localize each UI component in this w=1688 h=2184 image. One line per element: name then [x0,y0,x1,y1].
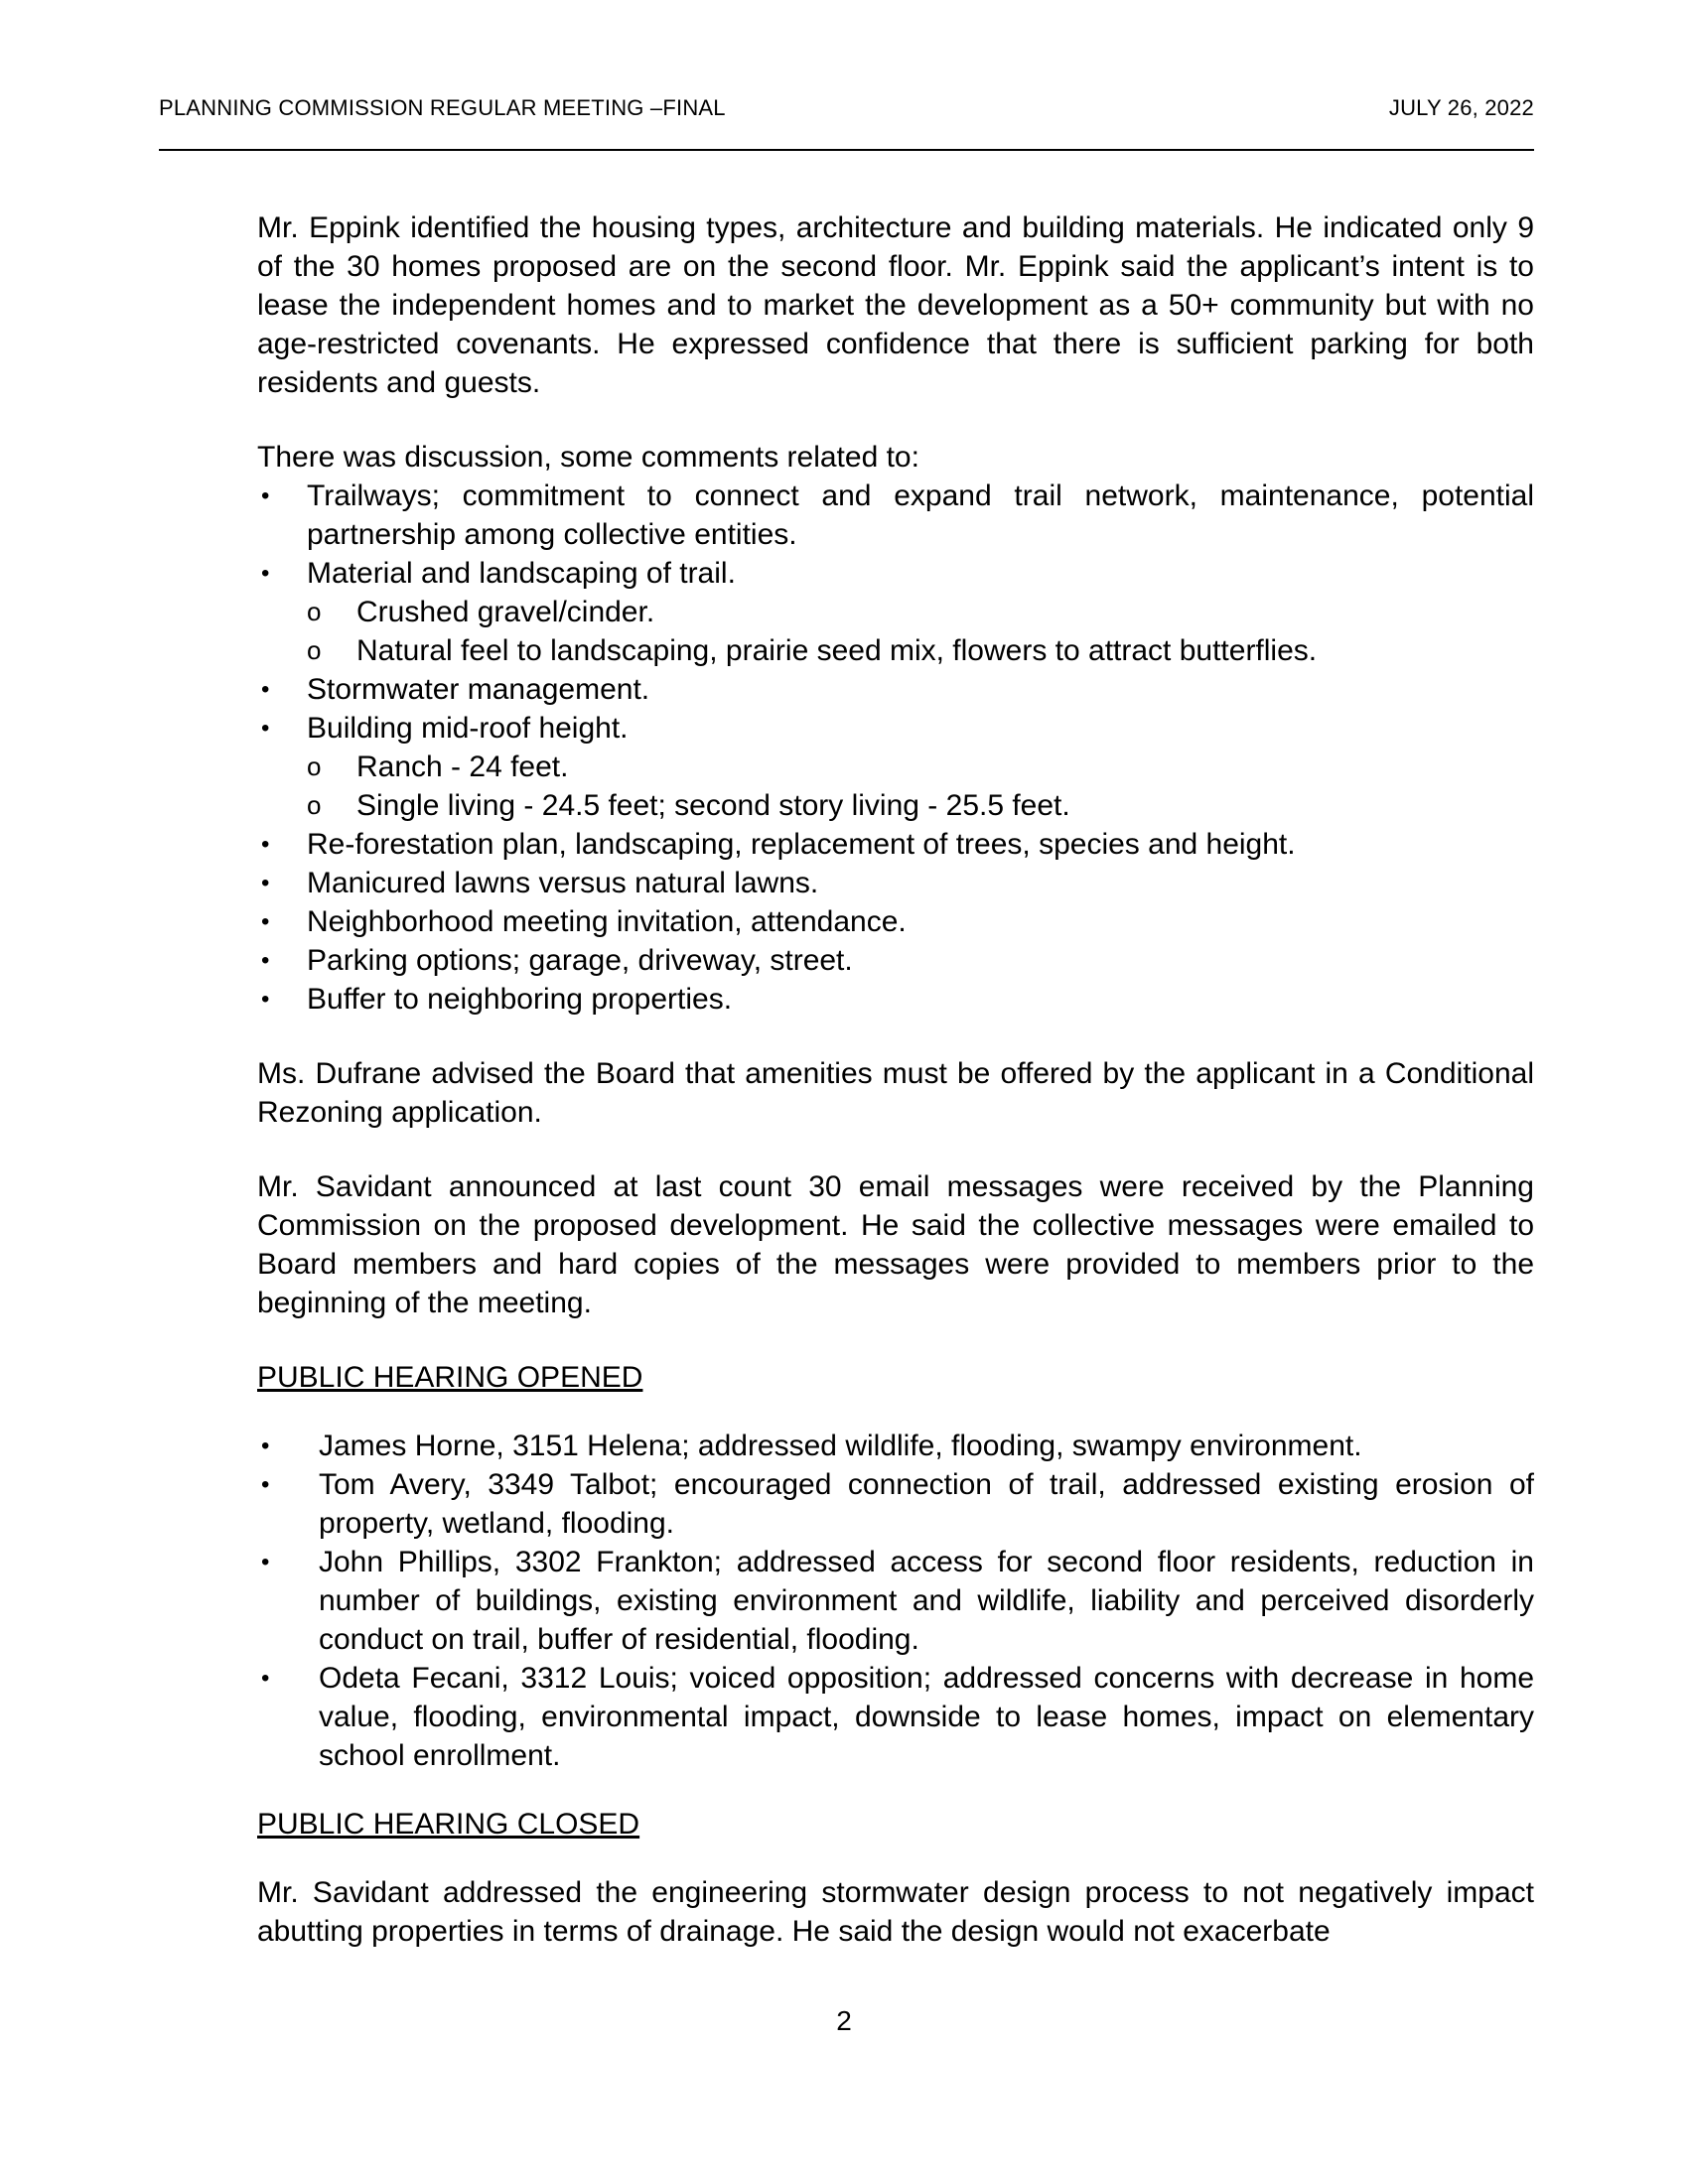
header-divider [159,149,1534,151]
list-item [257,554,1534,670]
speaker-text: James Horne, 3151 Helena; addressed wildlife, flooding, swampy environment. [319,1430,1362,1462]
bullet-icon: • [261,482,270,509]
page-number: 2 [836,2005,852,2036]
list-item-text: Parking options; garage, driveway, street. [307,944,853,977]
list-item-text: Trailways; commitment to connect and expand trail network, maintenance, potential partnership among collective entities. [307,479,1534,551]
bullet-icon: • [261,1549,270,1575]
bullet-icon: • [261,947,270,974]
paragraph-savidant-emails: Mr. Savidant announced at last count 30 email messages were received by the Planning Commission on the proposed development. He said the collective messages were emailed to Board members and hard copies of the messages were provided to members prior to the beginning of the meeting. [257,1170,1534,1319]
paragraph-eppink: Mr. Eppink identified the housing types, architecture and building materials. He indicated only 9 of the 30 homes proposed are on the second floor. Mr. Eppink said the applicant’s intent is to lease the independent homes and to market the development as a 50+ community but with no age-restricted covenants. He expressed confidence that there is sufficient parking for both residents and guests. [257,211,1534,399]
list-item [257,825,1534,864]
list-item-text: Buffer to neighboring properties. [307,983,733,1016]
header-date: JULY 26, 2022 [1388,95,1534,120]
list-item-text: Stormwater management. [307,673,650,706]
sub-list [307,748,1534,825]
circle-bullet-icon: o [307,597,322,626]
public-hearing-closed-heading: PUBLIC HEARING CLOSED [257,1808,640,1841]
list-item [257,709,1534,825]
sub-list-item [307,786,1534,825]
sub-list-item-text: Natural feel to landscaping, prairie seed mix, flowers to attract butterflies. [356,634,1318,667]
bullet-icon: • [261,831,270,858]
bullet-icon: • [261,908,270,935]
circle-bullet-icon: o [307,635,322,665]
speaker-item [257,1465,1534,1543]
bullet-icon: • [261,560,270,587]
bullet-icon: • [261,870,270,896]
speaker-text: Tom Avery, 3349 Talbot; encouraged connection of trail, addressed existing erosion of property, wetland, flooding. [319,1468,1534,1540]
circle-bullet-icon: o [307,790,322,820]
sub-list-item-text: Single living - 24.5 feet; second story living - 25.5 feet. [356,789,1070,822]
list-item-text: Manicured lawns versus natural lawns. [307,867,819,899]
speaker-item [257,1543,1534,1659]
header-title: PLANNING COMMISSION REGULAR MEETING –FINAL [159,95,726,120]
discussion-list [257,477,1534,1019]
sub-list-item-text: Ranch - 24 feet. [356,751,569,783]
list-item [257,941,1534,980]
list-item-text: Material and landscaping of trail. [307,557,736,590]
document-body [257,208,1534,1986]
paragraph-discussion-intro: There was discussion, some comments related to: [257,441,919,474]
public-hearing-opened-heading: PUBLIC HEARING OPENED [257,1361,643,1394]
list-item [257,980,1534,1019]
speaker-list [257,1427,1534,1775]
list-item [257,864,1534,902]
speaker-item [257,1427,1534,1465]
bullet-icon: • [261,1433,270,1459]
paragraph-savidant-stormwater: Mr. Savidant addressed the engineering stormwater design process to not negatively impact abutting properties in terms of drainage. He said the design would not exacerbate [257,1876,1534,1948]
list-item-text: Neighborhood meeting invitation, attendance. [307,905,907,938]
speaker-text: John Phillips, 3302 Frankton; addressed access for second floor residents, reduction in number of buildings, existing environment and wildlife, liability and perceived disorderly conduct on trail, buffer of residential, flooding. [319,1546,1534,1656]
bullet-icon: • [261,715,270,742]
sub-list [307,593,1534,670]
circle-bullet-icon: o [307,751,322,781]
bullet-icon: • [261,1471,270,1498]
bullet-icon: • [261,986,270,1013]
page-header [159,95,1534,121]
list-item [257,477,1534,554]
paragraph-dufrane: Ms. Dufrane advised the Board that amenities must be offered by the applicant in a Conditional Rezoning application. [257,1057,1534,1129]
bullet-icon: • [261,676,270,703]
list-item-text: Re-forestation plan, landscaping, replacement of trees, species and height. [307,828,1296,861]
list-item [257,902,1534,941]
list-item-text: Building mid-roof height. [307,712,629,745]
list-item [257,670,1534,709]
speaker-text: Odeta Fecani, 3312 Louis; voiced opposition; addressed concerns with decrease in home value, flooding, environmental impact, downside to lease homes, impact on elementary school enrollment. [319,1662,1534,1772]
sub-list-item-text: Crushed gravel/cinder. [356,596,655,628]
bullet-icon: • [261,1665,270,1692]
speaker-item [257,1659,1534,1775]
sub-list-item [307,748,1534,786]
sub-list-item [307,631,1534,670]
sub-list-item [307,593,1534,631]
